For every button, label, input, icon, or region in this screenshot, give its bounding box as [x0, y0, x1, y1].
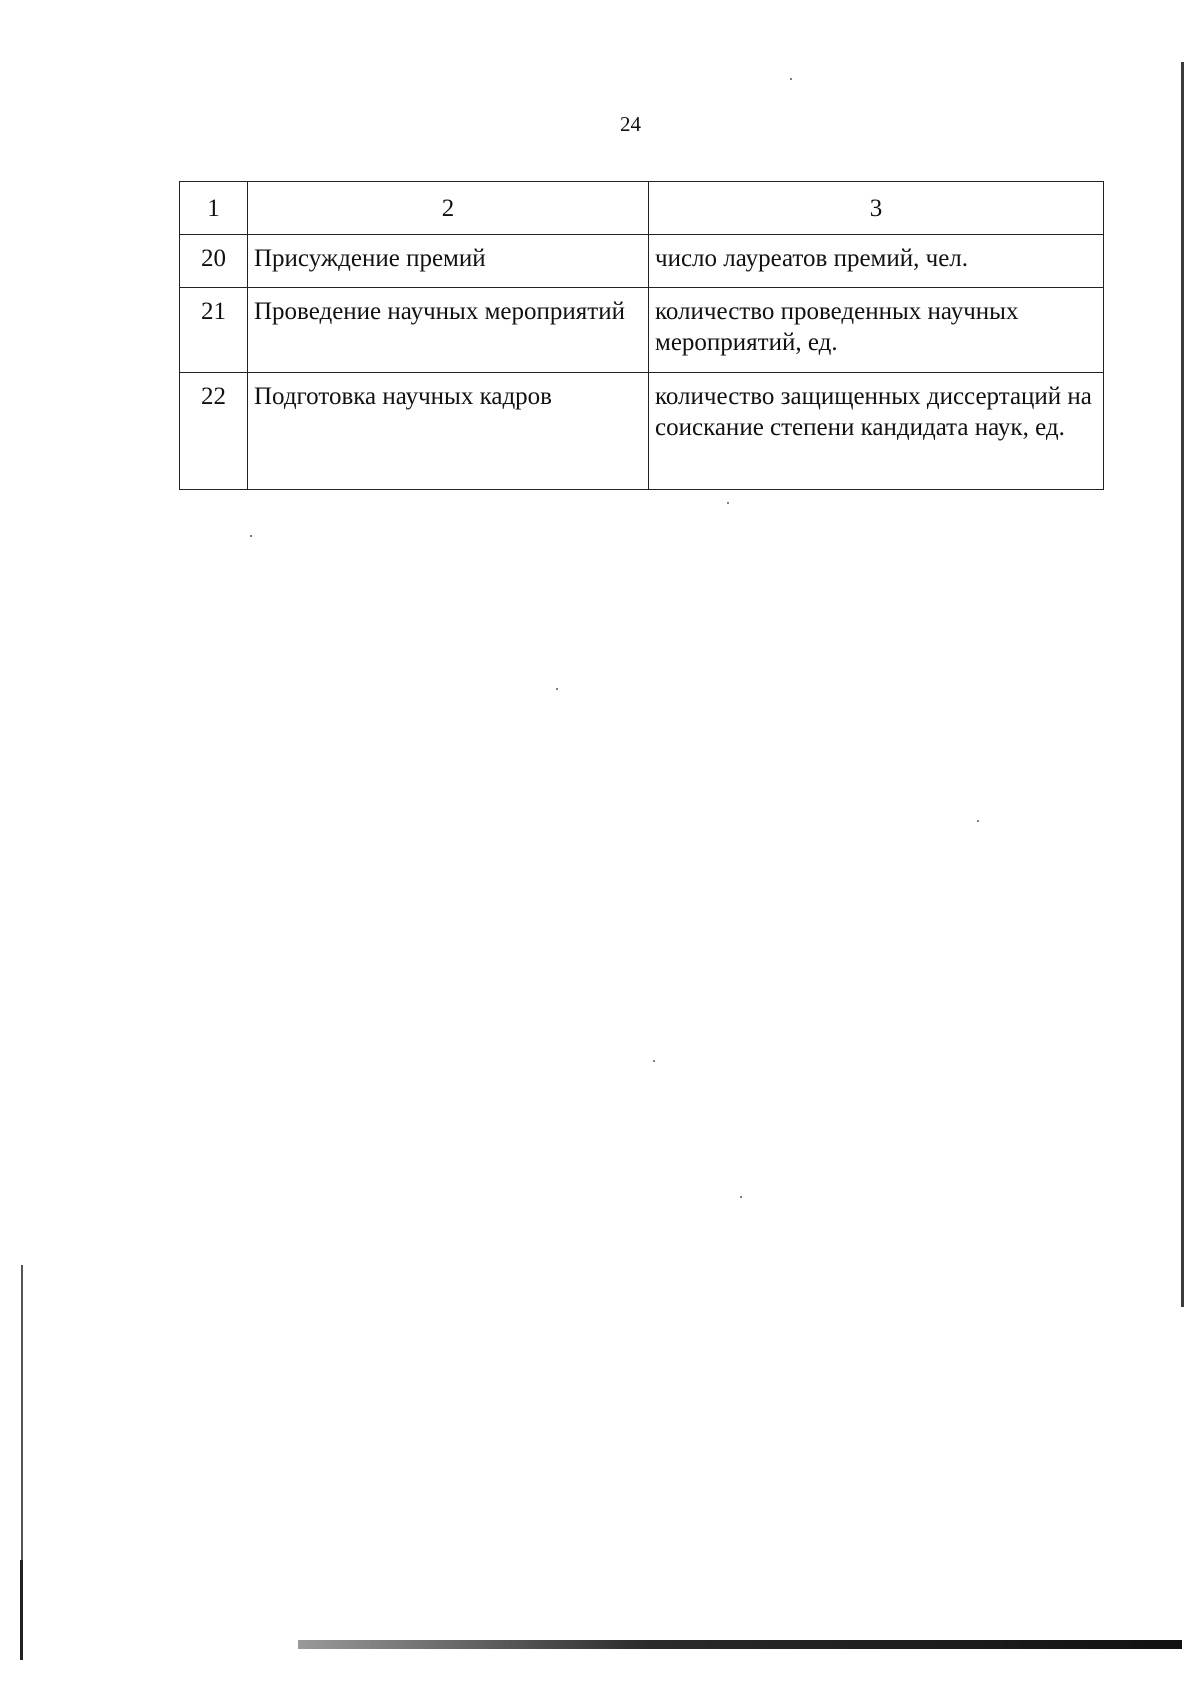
- scan-edge-left-dark: [20, 1560, 23, 1660]
- table-row: [180, 373, 1104, 490]
- column-header-2: 2: [248, 182, 649, 235]
- scan-speck: [727, 502, 729, 504]
- indicator-table-container: [179, 181, 1103, 490]
- table-header-row: [180, 182, 1104, 235]
- indicator-table: [179, 181, 1104, 490]
- scan-speck: [977, 820, 979, 822]
- table-row: [180, 235, 1104, 288]
- scan-speck: [556, 688, 558, 690]
- scan-edge-right: [1181, 62, 1184, 1307]
- event-name: Подготовка научных кадров: [248, 373, 649, 490]
- scan-edge-bottom: [298, 1640, 1182, 1649]
- scan-speck: [740, 1196, 742, 1198]
- table-row: [180, 288, 1104, 373]
- event-name: Проведение научных мероприятий: [248, 288, 649, 373]
- page-number: 24: [620, 112, 641, 136]
- column-header-1: 1: [180, 182, 248, 235]
- scan-speck: [653, 1060, 655, 1062]
- event-name: Присуждение премий: [248, 235, 649, 288]
- row-number: 20: [180, 235, 248, 288]
- indicator-text: количество проведенных научных мероприятий, ед.: [649, 288, 1104, 373]
- scan-speck: [250, 535, 252, 537]
- scan-speck: [790, 78, 792, 80]
- indicator-text: число лауреатов премий, чел.: [649, 235, 1104, 288]
- row-number: 21: [180, 288, 248, 373]
- indicator-text: количество защищенных диссертаций на соискание степени кандидата наук, ед.: [649, 373, 1104, 490]
- row-number: 22: [180, 373, 248, 490]
- column-header-3: 3: [649, 182, 1104, 235]
